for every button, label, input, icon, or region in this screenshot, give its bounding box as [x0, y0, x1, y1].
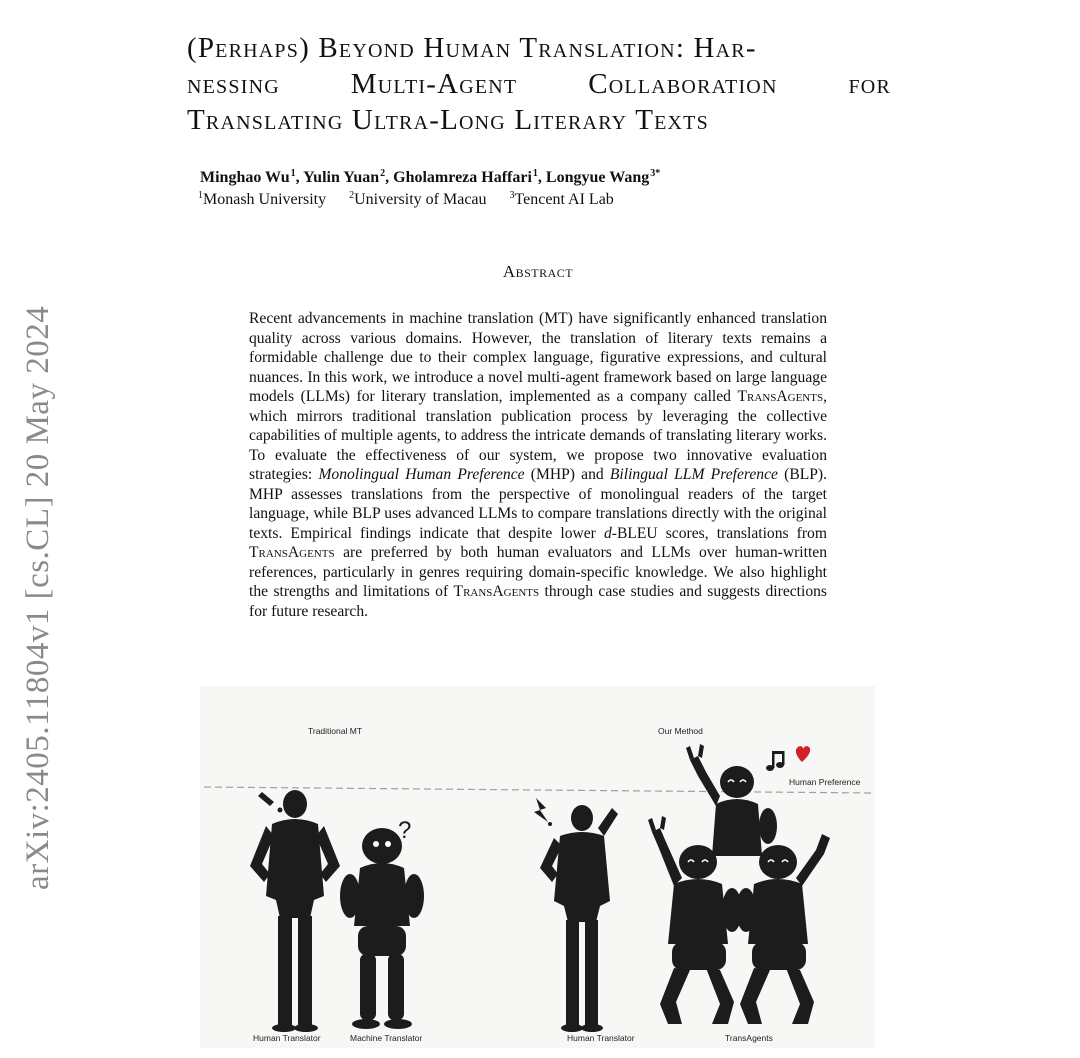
author-affil-marker: 2 [380, 168, 386, 179]
preference-label: Human Preference [789, 777, 861, 787]
affiliation: Tencent AI Lab [514, 191, 614, 208]
affiliation-list [197, 190, 614, 209]
author-affil-marker: 3* [650, 168, 661, 179]
affil-marker: 2 [349, 190, 355, 201]
caption-machine-translator: Machine Translator [350, 1033, 423, 1043]
transagents-robot-left [652, 828, 742, 1024]
mhp-term: Monolingual Human Preference [318, 466, 525, 483]
affil-marker: 3 [509, 190, 515, 201]
author-affil-marker: 1 [290, 168, 296, 179]
machine-translator-robot [340, 828, 424, 1029]
left-panel-title: Traditional MT [308, 726, 363, 736]
human-translator-left [250, 790, 340, 1032]
heart-icon [796, 746, 810, 762]
dbleu-rest: -BLEU [611, 524, 658, 542]
abstract-text: (MHP) and [524, 466, 610, 483]
teaser-figure [200, 686, 875, 1048]
abstract-text: through case studies and suggests directions for future research. [249, 583, 828, 620]
abstract-text: (BLP). MHP assesses translations from the perspective of monolingual readers of the target language, while BLP uses advanced LLMs to compare translations directly with the original texts. Empirical findings indicate that despite lower [249, 466, 828, 542]
blp-term: Bilingual LLM Preference [609, 466, 778, 483]
caption-human-translator-right: Human Translator [567, 1033, 635, 1043]
title-word: for [848, 68, 891, 100]
system-name: TransAgents [453, 583, 540, 600]
transagents-robot-top [690, 756, 777, 856]
caption-transagents: TransAgents [725, 1033, 773, 1043]
music-note-icon [766, 751, 785, 771]
affiliation: University of Macau [354, 191, 487, 208]
transagents-robot-right [736, 834, 830, 1024]
abstract-text: scores, translations from [657, 524, 827, 542]
author-affil-marker: 1 [532, 168, 538, 179]
title-line-1: (Perhaps) Beyond Human Translation: Har- [187, 32, 757, 64]
lightning-icon [534, 798, 552, 826]
abstract-text: Recent advancements in machine translation (MT) have significantly enhanced translation quality across various domains. However, the translation of literary texts remains a formidable challenge due to their complex language, figurative expressions, and cultural nuances. In this work, we introduce a novel multi-agent framework based on large language models (LLMs) for literary translation, implemented as a company called [249, 310, 827, 405]
abstract-body [249, 309, 827, 621]
author-list: Minghao Wu$^1$, Yulin Yuan$^2$, Gholamreza Haffari$^1$, Longyue Wang$^{3*}$ [200, 168, 661, 186]
abstract-text: , which mirrors traditional translation publication process by leveraging the collective capabilities of multiple agents, to address the intricate demands of translating literary works. To evaluate the effectiveness of our system, we propose two innovative evaluation strategies: [249, 388, 827, 483]
affiliation: Monash University [203, 191, 327, 208]
author-name: Longyue Wang [545, 169, 650, 186]
title-line-3: Translating Ultra-Long Literary Texts [187, 104, 709, 136]
figure-illustration [200, 686, 875, 1048]
question-mark-icon: ? [398, 817, 412, 844]
author-name: Gholamreza Haffari [393, 169, 532, 186]
right-panel-title: Our Method [658, 726, 703, 736]
author-name: Minghao Wu [200, 169, 290, 186]
paper-title [187, 30, 891, 138]
title-word: Multi-Agent [350, 68, 518, 100]
preference-line [204, 787, 872, 793]
system-name: TransAgents [249, 544, 335, 561]
human-translator-right [540, 805, 618, 1032]
arxiv-stamp: arXiv:2405.11804v1 [cs.CL] 20 May 2024 [20, 305, 56, 890]
dbleu-d: d [603, 524, 612, 542]
caption-human-translator-left: Human Translator [253, 1033, 321, 1043]
title-word: nessing [187, 68, 280, 100]
abstract-text: are preferred by both human evaluators and LLMs over human-written references, particularly in genres requiring domain-specific knowledge. We also highlight the strengths and limitations of [249, 544, 827, 600]
author-name: Yulin Yuan [303, 169, 380, 186]
system-name: TransAgents [737, 388, 824, 405]
title-word: Collaboration [588, 68, 778, 100]
exclamation-icon [258, 792, 283, 813]
title-line-2 [187, 66, 891, 102]
affil-marker: 1 [198, 190, 203, 201]
abstract-heading: Abstract [502, 262, 574, 281]
